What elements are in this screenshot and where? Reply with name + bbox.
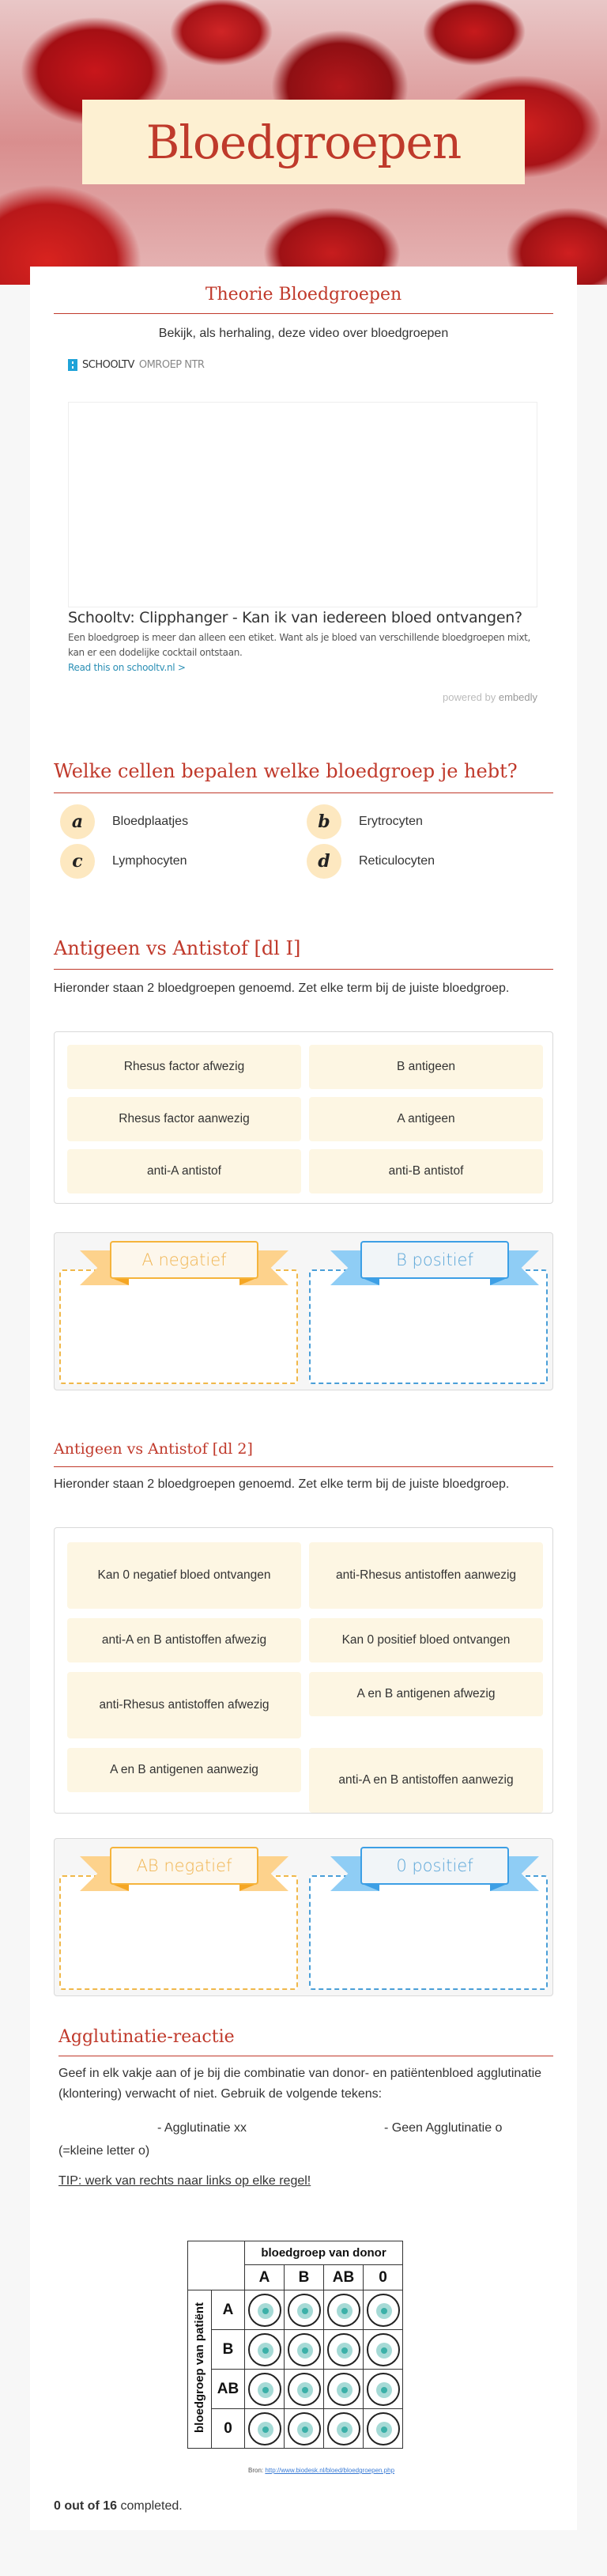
option-label: Bloedplaatjes bbox=[112, 815, 189, 828]
category-label: 0 positief bbox=[360, 1847, 509, 1885]
draggable-term[interactable]: anti-Rhesus antistoffen afwezig bbox=[67, 1672, 301, 1738]
category-ribbon-orange bbox=[80, 1847, 288, 1891]
provider-name: SCHOOLTV bbox=[82, 359, 134, 371]
row-header: A bbox=[212, 2290, 245, 2330]
option-label: Erytrocyten bbox=[359, 815, 423, 828]
embed-provider bbox=[68, 359, 204, 371]
progress-status bbox=[54, 2499, 183, 2514]
sort-1-drop-area bbox=[54, 1232, 553, 1390]
blood-drop-icon bbox=[258, 2343, 273, 2358]
category-ribbon-blue bbox=[330, 1847, 539, 1891]
well-icon bbox=[327, 2412, 360, 2445]
table-cell[interactable] bbox=[285, 2370, 324, 2409]
image-source bbox=[248, 2467, 394, 2474]
embed-description: Een bloedgroep is meer dan alleen een etiket. Want als je bloed van verschillende bloedgroepen mixt, kan er een dodelijke cocktail ontstaan. bbox=[68, 632, 531, 658]
draggable-term[interactable]: anti-A antistof bbox=[67, 1149, 301, 1193]
draggable-term[interactable]: anti-Rhesus antistoffen aanwezig bbox=[309, 1542, 543, 1609]
row-header: AB bbox=[212, 2370, 245, 2409]
blood-drop-icon bbox=[258, 2303, 273, 2319]
option-letter-badge: a bbox=[60, 804, 95, 839]
well-icon bbox=[248, 2412, 281, 2445]
section-divider bbox=[54, 969, 553, 970]
sort-1-item-pool bbox=[54, 1031, 553, 1204]
well-icon bbox=[288, 2333, 321, 2366]
well-icon bbox=[248, 2294, 281, 2327]
column-header: B bbox=[285, 2265, 324, 2290]
agglutination-table bbox=[187, 2241, 403, 2449]
blood-drop-icon bbox=[337, 2303, 353, 2319]
table-cell[interactable] bbox=[285, 2409, 324, 2449]
row-header: B bbox=[212, 2330, 245, 2370]
patient-header-cell bbox=[188, 2290, 212, 2449]
well-icon bbox=[367, 2294, 400, 2327]
blood-drop-icon bbox=[297, 2422, 313, 2438]
blood-drop-icon bbox=[258, 2422, 273, 2438]
section-title-sort-2: Antigeen vs Antistof [dl 2] bbox=[54, 1440, 253, 1458]
section-divider bbox=[54, 792, 553, 793]
table-cell[interactable] bbox=[324, 2370, 364, 2409]
well-icon bbox=[367, 2373, 400, 2406]
draggable-term[interactable]: A antigeen bbox=[309, 1097, 543, 1141]
draggable-term[interactable]: Kan 0 negatief bloed ontvangen bbox=[67, 1542, 301, 1609]
legend-note: (=kleine letter o) bbox=[58, 2144, 150, 2158]
well-icon bbox=[288, 2294, 321, 2327]
page-title: Bloedgroepen bbox=[145, 115, 462, 169]
draggable-term[interactable]: anti-A en B antistoffen aanwezig bbox=[309, 1748, 543, 1813]
blood-drop-icon bbox=[376, 2303, 392, 2319]
blood-drop-icon bbox=[297, 2303, 313, 2319]
provider-sub: OMROEP NTR bbox=[138, 359, 205, 371]
well-icon bbox=[248, 2333, 281, 2366]
section-title-agglutination: Agglutinatie-reactie bbox=[58, 2027, 235, 2047]
well-icon bbox=[367, 2412, 400, 2445]
table-cell[interactable] bbox=[324, 2290, 364, 2330]
progress-suffix: completed. bbox=[117, 2499, 183, 2513]
column-header: A bbox=[245, 2265, 285, 2290]
powered-brand: embedly bbox=[498, 691, 537, 703]
section-title-quiz: Welke cellen bepalen welke bloedgroep je hebt? bbox=[54, 760, 518, 782]
table-cell[interactable] bbox=[245, 2409, 285, 2449]
draggable-term[interactable]: Rhesus factor afwezig bbox=[67, 1045, 301, 1089]
draggable-term[interactable]: Kan 0 positief bloed ontvangen bbox=[309, 1618, 543, 1662]
video-player[interactable] bbox=[68, 402, 537, 607]
blood-drop-icon bbox=[376, 2343, 392, 2358]
draggable-term[interactable]: A en B antigenen aanwezig bbox=[67, 1748, 301, 1792]
table-cell[interactable] bbox=[364, 2370, 403, 2409]
blood-drop-icon bbox=[376, 2422, 392, 2438]
table-cell[interactable] bbox=[324, 2330, 364, 2370]
blood-drop-icon bbox=[337, 2422, 353, 2438]
embed-title: Schooltv: Clipphanger - Kan ik van iedereen bloed ontvangen? bbox=[68, 609, 522, 626]
draggable-term[interactable]: A en B antigenen afwezig bbox=[309, 1672, 543, 1716]
section-title-sort-1: Antigeen vs Antistof [dl I] bbox=[54, 937, 301, 959]
sort-1-intro: Hieronder staan 2 bloedgroepen genoemd. Zet elke term bij de juiste bloedgroep. bbox=[54, 982, 510, 995]
agglutination-instructions: Geef in elk vakje aan of je bij die combinatie van donor- en patiëntenbloed agglutinatie (klontering) verwacht of niet. Gebruik de volgende tekens: bbox=[58, 2067, 542, 2101]
blood-drop-icon bbox=[258, 2382, 273, 2398]
column-header: 0 bbox=[364, 2265, 403, 2290]
powered-by-embedly bbox=[443, 691, 537, 703]
table-cell[interactable] bbox=[245, 2290, 285, 2330]
patient-header: bloedgroep van patiënt bbox=[193, 2302, 206, 2433]
drop-zone-0-positief[interactable] bbox=[309, 1875, 548, 1990]
category-label: AB negatief bbox=[110, 1847, 258, 1885]
read-on-schooltv-link[interactable]: Read this on schooltv.nl > bbox=[68, 662, 186, 673]
category-ribbon-blue bbox=[330, 1241, 539, 1285]
table-cell[interactable] bbox=[285, 2330, 324, 2370]
table-cell[interactable] bbox=[324, 2409, 364, 2449]
section-divider bbox=[54, 1466, 553, 1467]
drop-zone-ab-negatief[interactable] bbox=[59, 1875, 298, 1990]
blood-drop-icon bbox=[297, 2382, 313, 2398]
option-label: Lymphocyten bbox=[112, 854, 187, 868]
table-cell[interactable] bbox=[245, 2370, 285, 2409]
well-icon bbox=[327, 2294, 360, 2327]
tip-text: TIP: werk van rechts naar links op elke regel! bbox=[58, 2174, 311, 2188]
hero-banner bbox=[0, 0, 607, 285]
legend-no-agglutination: - Geen Agglutinatie o bbox=[384, 2121, 503, 2135]
option-letter-badge: c bbox=[60, 844, 95, 879]
drop-zone-a-negatief[interactable] bbox=[59, 1269, 298, 1384]
progress-count: 0 out of 16 bbox=[54, 2499, 118, 2513]
lesson-card bbox=[30, 267, 577, 2530]
quiz-option-a[interactable] bbox=[60, 804, 188, 839]
sort-2-drop-area bbox=[54, 1838, 553, 1996]
draggable-term[interactable]: B antigeen bbox=[309, 1045, 543, 1089]
well-icon bbox=[327, 2333, 360, 2366]
well-icon bbox=[288, 2373, 321, 2406]
option-letter-badge: b bbox=[307, 804, 341, 839]
blood-drop-icon bbox=[297, 2343, 313, 2358]
section-title-video: Theorie Bloedgroepen bbox=[205, 285, 402, 305]
video-subtitle: Bekijk, als herhaling, deze video over bloedgroepen bbox=[158, 327, 449, 340]
draggable-term[interactable]: Rhesus factor aanwezig bbox=[67, 1097, 301, 1141]
legend-agglutination: - Agglutinatie xx bbox=[157, 2121, 247, 2135]
category-ribbon-orange bbox=[80, 1241, 288, 1285]
quiz-option-d[interactable] bbox=[307, 844, 435, 879]
column-header: AB bbox=[324, 2265, 364, 2290]
powered-prefix: powered by bbox=[443, 691, 496, 703]
table-cell[interactable] bbox=[245, 2330, 285, 2370]
well-icon bbox=[367, 2333, 400, 2366]
row-header: 0 bbox=[212, 2409, 245, 2449]
blood-drop-icon bbox=[337, 2343, 353, 2358]
blood-drop-icon bbox=[337, 2382, 353, 2398]
table-corner bbox=[188, 2241, 245, 2290]
blood-drop-icon bbox=[376, 2382, 392, 2398]
quiz-option-b[interactable] bbox=[307, 804, 423, 839]
option-label: Reticulocyten bbox=[359, 854, 435, 868]
donor-header: bloedgroep van donor bbox=[245, 2241, 403, 2265]
quiz-option-c[interactable] bbox=[60, 844, 187, 879]
draggable-term[interactable]: anti-A en B antistoffen afwezig bbox=[67, 1618, 301, 1662]
option-letter-badge: d bbox=[307, 844, 341, 879]
table-cell[interactable] bbox=[285, 2290, 324, 2330]
sort-2-intro: Hieronder staan 2 bloedgroepen genoemd. Zet elke term bij de juiste bloedgroep. bbox=[54, 1477, 510, 1491]
source-label: Bron: bbox=[248, 2467, 264, 2474]
drop-zone-b-positief[interactable] bbox=[309, 1269, 548, 1384]
draggable-term[interactable]: anti-B antistof bbox=[309, 1149, 543, 1193]
table-cell[interactable] bbox=[364, 2330, 403, 2370]
table-cell[interactable] bbox=[364, 2290, 403, 2330]
well-icon bbox=[327, 2373, 360, 2406]
well-icon bbox=[288, 2412, 321, 2445]
hero-title-box bbox=[82, 100, 525, 184]
category-label: A negatief bbox=[110, 1241, 258, 1279]
section-divider bbox=[54, 313, 553, 314]
sort-2-item-pool bbox=[54, 1527, 553, 1814]
source-link[interactable]: http://www.biodesk.nl/bloed/bloedgroepen.php bbox=[265, 2467, 395, 2474]
category-label: B positief bbox=[360, 1241, 509, 1279]
well-icon bbox=[248, 2373, 281, 2406]
table-cell[interactable] bbox=[364, 2409, 403, 2449]
schooltv-logo-icon bbox=[68, 359, 77, 371]
